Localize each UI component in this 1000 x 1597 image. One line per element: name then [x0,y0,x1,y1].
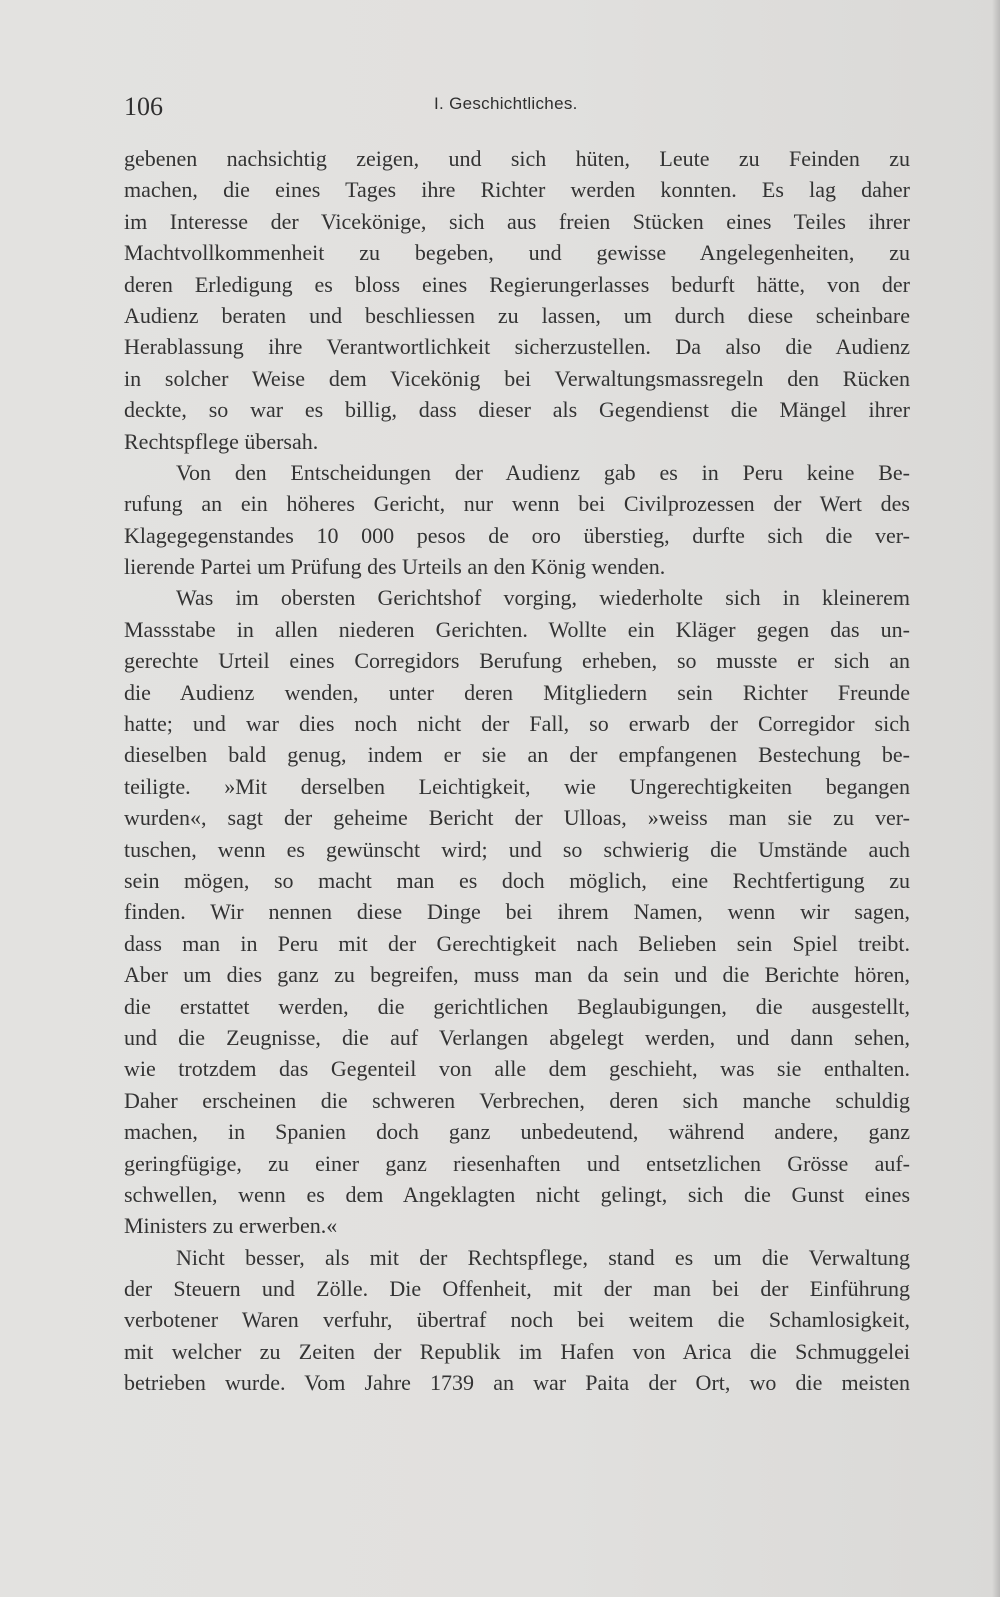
page-edge-shadow [992,0,1000,1597]
page-number: 106 [124,92,163,121]
text-line: mit welcher zu Zeiten der Republik im Hafen von Arica die Schmuggelei [124,1338,910,1364]
text-line: die erstattet werden, die gerichtlichen Beglaubigungen, die ausgestellt, [124,993,910,1019]
text-line: tuschen, wenn es gewünscht wird; und so schwierig die Umstände auch [124,836,910,862]
text-line: rufung an ein höheres Gericht, nur wenn bei Civilprozessen der Wert des [124,491,910,517]
text-line: teiligte. »Mit derselben Leichtigkeit, wie Ungerechtigkeiten begangen [124,773,910,799]
text-line: wie trotzdem das Gegenteil von alle dem geschieht, was sie enthalten. [124,1056,910,1082]
text-line: Rechtspflege übersah. [124,428,319,454]
text-line: wurden«, sagt der geheime Bericht der Ulloas, »weiss man sie zu ver- [124,805,910,831]
text-line: verbotener Waren verfuhr, übertraf noch bei weitem die Schamlosigkeit, [124,1307,910,1333]
running-head [124,92,914,126]
text-line: finden. Wir nennen diese Dinge bei ihrem Namen, wenn wir sagen, [124,899,910,925]
text-line: dieselben bald genug, indem er sie an der empfangenen Bestechung be- [124,742,910,768]
text-line: dass man in Peru mit der Gerechtigkeit nach Belieben sein Spiel treibt. [124,930,910,956]
text-line: machen, die eines Tages ihre Richter werden konnten. Es lag daher [124,177,910,203]
text-line: Aber um dies ganz zu begreifen, muss man da sein und die Berichte hören, [124,962,910,988]
text-line: hatte; und war dies noch nicht der Fall, so erwarb der Corregidor sich [124,711,910,737]
text-line: machen, in Spanien doch ganz unbedeutend, während andere, ganz [124,1119,910,1145]
text-line: Herablassung ihre Verantwortlichkeit sicherzustellen. Da also die Audienz [124,334,910,360]
text-line: lierende Partei um Prüfung des Urteils an den König wenden. [124,554,666,580]
text-line: Klagegegenstandes 10 000 pesos de oro überstieg, durfte sich die ver- [124,522,910,548]
text-line: Ministers zu erwerben.« [124,1213,338,1239]
text-line: in solcher Weise dem Vicekönig bei Verwaltungsmassregeln den Rücken [124,365,910,391]
text-line: Daher erscheinen die schweren Verbrechen, deren sich manche schuldig [124,1087,910,1113]
text-line: Massstabe in allen niederen Gerichten. Wollte ein Kläger gegen das un- [124,616,910,642]
text-line: die Audienz wenden, unter deren Mitgliedern sein Richter Freunde [124,679,910,705]
text-line: schwellen, wenn es dem Angeklagten nicht gelingt, sich die Gunst eines [124,1181,910,1207]
text-line: Was im obersten Gerichtshof vorging, wiederholte sich in kleinerem [176,585,910,611]
text-line: im Interesse der Vicekönige, sich aus freien Stücken eines Teiles ihrer [124,208,910,234]
text-line: deckte, so war es billig, dass dieser als Gegendienst die Mängel ihrer [124,397,910,423]
text-line: und die Zeugnisse, die auf Verlangen abgelegt werden, und dann sehen, [124,1024,910,1050]
text-line: Audienz beraten und beschliessen zu lassen, um durch diese scheinbare [124,302,910,328]
text-line: sein mögen, so macht man es doch möglich, eine Rechtfertigung zu [124,867,910,893]
text-line: betrieben wurde. Vom Jahre 1739 an war Paita der Ort, wo die meisten [124,1370,910,1396]
text-line: Machtvollkommenheit zu begeben, und gewisse Angelegenheiten, zu [124,240,910,266]
text-line: deren Erledigung es bloss eines Regierungerlasses bedurft hätte, von der [124,271,910,297]
text-line: Nicht besser, als mit der Rechtspflege, stand es um die Verwaltung [176,1244,910,1270]
text-line: gerechte Urteil eines Corregidors Berufung erheben, so musste er sich an [124,648,910,674]
text-line: gebenen nachsichtig zeigen, und sich hüten, Leute zu Feinden zu [124,146,910,171]
section-title: I. Geschichtliches. [434,94,578,113]
text-line: Von den Entscheidungen der Audienz gab es in Peru keine Be- [176,459,910,485]
text-line: der Steuern und Zölle. Die Offenheit, mit der man bei der Einführung [124,1276,910,1302]
body-text [124,143,910,1399]
text-line: geringfügige, zu einer ganz riesenhaften und entsetzlichen Grösse auf- [124,1150,910,1176]
